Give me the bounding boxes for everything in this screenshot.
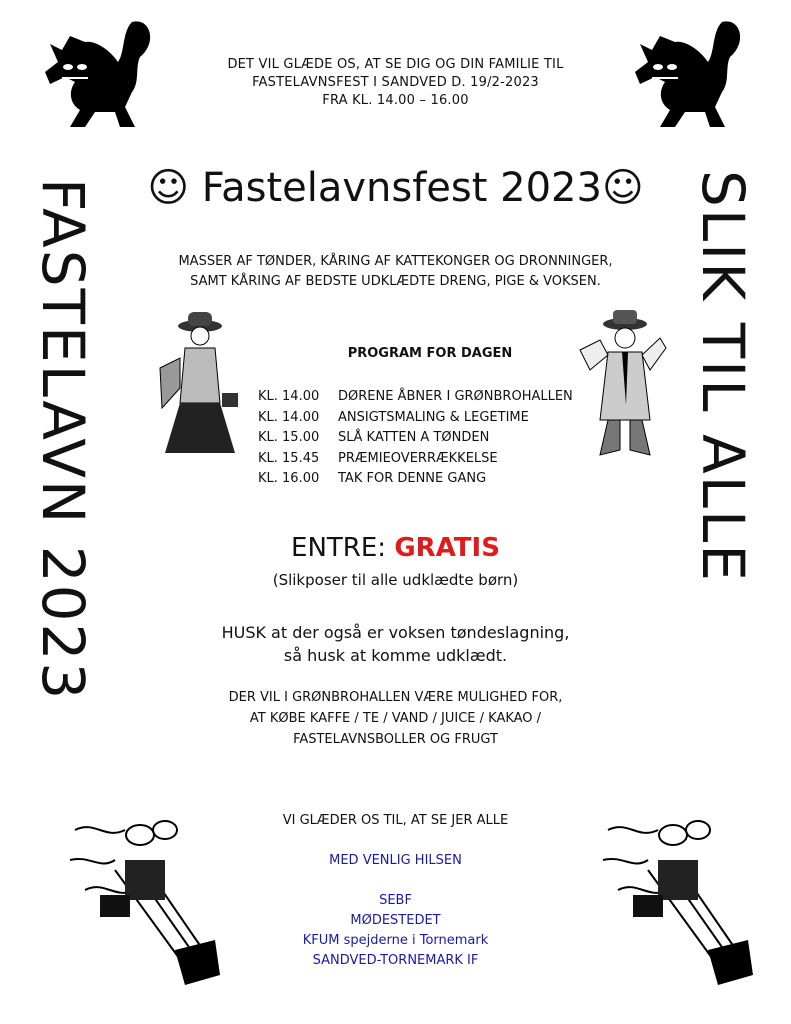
cafe-line-3: FASTELAVNSBOLLER OG FRUGT xyxy=(293,732,498,747)
program-time: KL. 14.00 xyxy=(258,389,320,404)
program-item xyxy=(258,449,618,470)
costumed-woman-illustration xyxy=(150,308,250,458)
program-title: PROGRAM FOR DAGEN xyxy=(347,346,513,361)
description-line-1: MASSER AF TØNDER, KÅRING AF KATTEKONGER OG DRONNINGER, xyxy=(178,254,613,269)
organizer: SEBF xyxy=(379,893,412,908)
organizer: MØDESTEDET xyxy=(350,913,441,928)
entry-fee xyxy=(150,530,641,566)
event-description xyxy=(110,252,681,292)
closing-text: VI GLÆDER OS TIL, AT SE JER ALLE xyxy=(282,813,509,828)
adult-reminder xyxy=(150,621,641,667)
organizer: SANDVED-TORNEMARK IF xyxy=(312,953,479,968)
intro-line-1: DET VIL GLÆDE OS, AT SE DIG OG DIN FAMILIE TIL xyxy=(227,57,564,72)
description-line-2: SAMT KÅRING AF BEDSTE UDKLÆDTE DRENG, PIGE & VOKSEN. xyxy=(190,274,601,289)
intro-line-2: FASTELAVNSFEST I SANDVED D. 19/2-2023 xyxy=(252,75,539,90)
program-activity: TAK FOR DENNE GANG xyxy=(338,471,487,486)
black-cat-top-left xyxy=(40,12,160,132)
program-item xyxy=(258,387,618,408)
entry-note: (Slikposer til alle udklædte børn) xyxy=(272,571,519,589)
program-time: KL. 14.00 xyxy=(258,409,320,425)
program-list xyxy=(258,387,618,490)
program-activity: PRÆMIEOVERRÆKKELSE xyxy=(338,450,498,466)
intro-line-3: FRA KL. 14.00 – 16.00 xyxy=(322,93,469,108)
cafe-info xyxy=(150,687,641,750)
greeting: MED VENLIG HILSEN xyxy=(329,853,462,868)
entry-label: ENTRE: xyxy=(291,533,387,563)
reminder-line-2: så husk at komme udklædt. xyxy=(283,646,508,665)
program-item xyxy=(258,408,618,429)
program-activity: SLÅ KATTEN A TØNDEN xyxy=(338,430,490,445)
carnival-bouquet-bottom-right xyxy=(588,800,758,990)
reminder-line-1: HUSK at der også er voksen tøndeslagning, xyxy=(221,623,570,642)
program-item xyxy=(258,469,618,490)
program-time: KL. 15.00 xyxy=(258,430,320,445)
page-title: ☺ Fastelavnsfest 2023☺ xyxy=(147,165,644,211)
side-text-right: SLIK TIL ALLE xyxy=(689,170,757,583)
entry-value: GRATIS xyxy=(394,533,500,563)
black-cat-top-right xyxy=(630,12,750,132)
program-time: KL. 16.00 xyxy=(258,471,320,486)
program-activity: ANSIGTSMALING & LEGETIME xyxy=(338,409,529,425)
carnival-bouquet-bottom-left xyxy=(55,800,225,990)
organizer: KFUM spejderne i Tornemark xyxy=(302,933,489,948)
cafe-line-1: DER VIL I GRØNBROHALLEN VÆRE MULIGHED FOR, xyxy=(228,690,563,705)
program-item xyxy=(258,428,618,449)
intro-text xyxy=(150,56,641,110)
side-text-left: FASTELAVN 2023 xyxy=(29,178,97,702)
cafe-line-2: AT KØBE KAFFE / TE / VAND / JUICE / KAKAO / xyxy=(249,711,542,726)
program-activity: DØRENE ÅBNER I GRØNBROHALLEN xyxy=(338,389,573,404)
program-time: KL. 15.45 xyxy=(258,450,320,466)
